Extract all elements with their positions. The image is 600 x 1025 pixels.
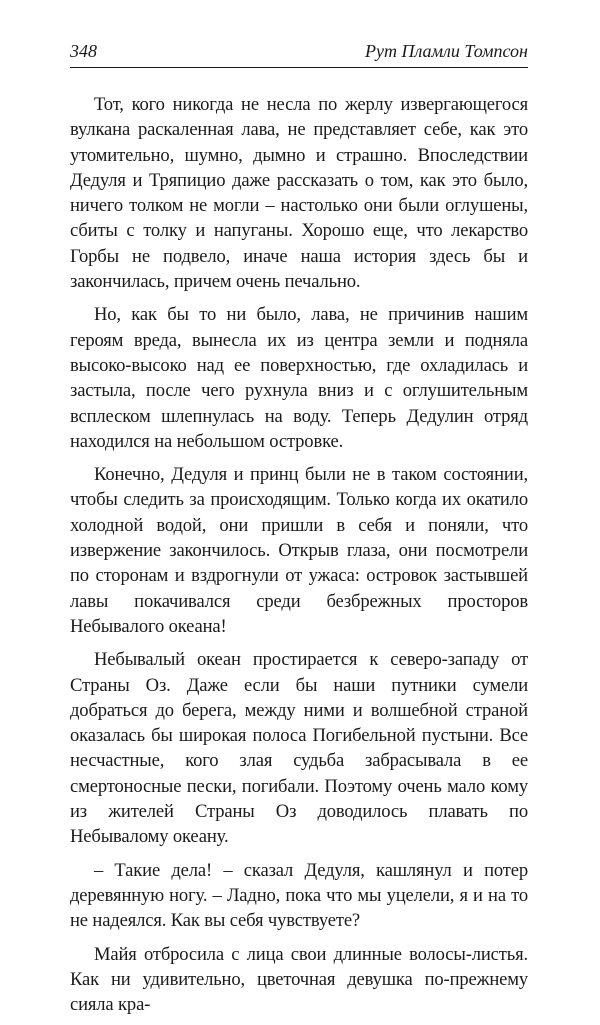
author-name: Рут Пламли Томпсон [364, 41, 528, 61]
running-head [70, 40, 528, 68]
page-number: 348 [70, 41, 97, 61]
book-page [70, 40, 528, 1025]
paragraph: Тот, кого никогда не несла по жерлу извергающегося вулкана раскаленная лава, не представляет себе, как это утомительно, шумно, дымно и страшно. Впоследствии Дедуля и Тряпицио даже рассказать о том, как это было, ничего толком не могли – настолько они были оглушены, сбиты с толку и напуганы. Хорошо еще, что лекарство Горбы не подвело, иначе наша история здесь бы и закончилась, причем очень печально. [70, 94, 528, 293]
paragraph: Но, как бы то ни было, лава, не причинив нашим героям вреда, вынесла их из центра земли и подняла высоко-высоко над ее поверхностью, где охладилась и застыла, после чего рухнула вниз и с оглушительным всплеском шлепнулась на воду. Теперь Дедулин отряд находился на небольшом островке. [70, 304, 528, 452]
paragraph: Конечно, Дедуля и принц были не в таком состоянии, чтобы следить за происходящим. Только когда их окатило холодной водой, они пришли в себя и поняли, что извержение закончилось. Открыв глаза, они посмотрели по сторонам и вздрогнули от ужаса: островок застывшей лавы покачивался среди безбрежных просторов Небывалого океана! [70, 464, 528, 637]
paragraph: Майя отбросила с лица свои длинные волосы-листья. Как ни удивительно, цветочная девушка по-прежнему сияла кра- [70, 943, 528, 1016]
body-text [70, 92, 528, 1017]
paragraph: Небывалый океан простирается к северо-западу от Страны Оз. Даже если бы наши путники сумели добраться до берега, между ними и волшебной страной оказалась бы широкая полоса Погибельной пустыни. Все несчастные, кого злая судьба забрасывала в ее смертоносные пески, погибали. Поэтому очень мало кому из жителей Страны Оз доводилось плавать по Небывалому океану. [70, 649, 528, 848]
paragraph: – Такие дела! – сказал Дедуля, кашлянул и потер деревянную ногу. – Ладно, пока что мы уцелели, я и на то не надеялся. Как вы себя чувствуете? [70, 859, 528, 932]
